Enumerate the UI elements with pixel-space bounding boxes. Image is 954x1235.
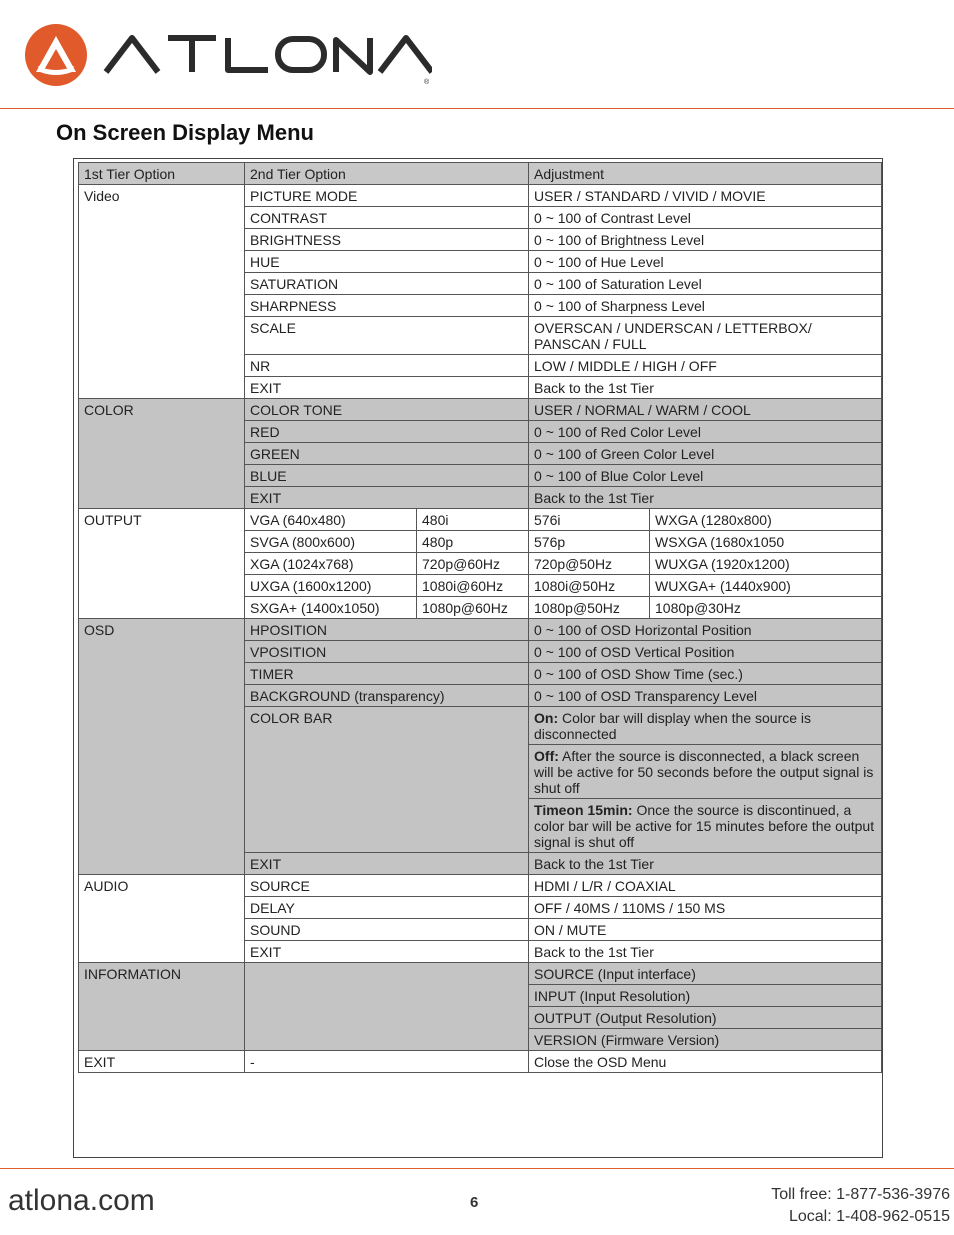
- adjustment-cell: 0 ~ 100 of Hue Level: [529, 251, 882, 273]
- tier1-osd: OSD: [79, 619, 245, 875]
- resolution-cell: 720p@50Hz: [529, 553, 650, 575]
- adjustment-cell: [529, 799, 882, 853]
- resolution-cell: 576p: [529, 531, 650, 553]
- tier1-audio: AUDIO: [79, 875, 245, 963]
- adjustment-cell: 0 ~ 100 of Sharpness Level: [529, 295, 882, 317]
- resolution-cell: UXGA (1600x1200): [245, 575, 417, 597]
- footer-contact: [771, 1184, 950, 1228]
- adjustment-cell: ON / MUTE: [529, 919, 882, 941]
- option-label: Timeon 15min:: [534, 802, 633, 818]
- header-divider: [0, 108, 954, 109]
- adjustment-cell: 0 ~ 100 of Red Color Level: [529, 421, 882, 443]
- tier2-cell: HUE: [245, 251, 529, 273]
- tier2-cell: HPOSITION: [245, 619, 529, 641]
- resolution-cell: 480p: [417, 531, 529, 553]
- tier2-cell: EXIT: [245, 487, 529, 509]
- adjustment-cell: 0 ~ 100 of OSD Show Time (sec.): [529, 663, 882, 685]
- table-row: [79, 619, 882, 641]
- adjustment-cell: VERSION (Firmware Version): [529, 1029, 882, 1051]
- table-row: [79, 875, 882, 897]
- tier2-color-bar: COLOR BAR: [245, 707, 529, 853]
- tier2-cell: SHARPNESS: [245, 295, 529, 317]
- tier1-information: INFORMATION: [79, 963, 245, 1051]
- resolution-cell: 576i: [529, 509, 650, 531]
- resolution-cell: WXGA (1280x800): [650, 509, 882, 531]
- resolution-cell: WUXGA+ (1440x900): [650, 575, 882, 597]
- tier2-cell: EXIT: [245, 377, 529, 399]
- adjustment-cell: USER / STANDARD / VIVID / MOVIE: [529, 185, 882, 207]
- resolution-cell: SVGA (800x600): [245, 531, 417, 553]
- resolution-cell: 1080p@50Hz: [529, 597, 650, 619]
- tier2-cell: EXIT: [245, 941, 529, 963]
- table-row: [79, 1051, 882, 1073]
- osd-menu-table: [78, 162, 882, 1073]
- resolution-cell: 1080i@50Hz: [529, 575, 650, 597]
- tier2-cell: EXIT: [245, 853, 529, 875]
- tier2-cell: RED: [245, 421, 529, 443]
- tier2-cell: SOURCE: [245, 875, 529, 897]
- header-cell: 1st Tier Option: [79, 163, 245, 185]
- adjustment-cell: Close the OSD Menu: [529, 1051, 882, 1073]
- table-row: [79, 963, 882, 985]
- tier2-cell: NR: [245, 355, 529, 377]
- table-row: [79, 399, 882, 421]
- adjustment-cell: 0 ~ 100 of OSD Horizontal Position: [529, 619, 882, 641]
- tier1-video: Video: [79, 185, 245, 399]
- tier1-color: COLOR: [79, 399, 245, 509]
- adjustment-cell: 0 ~ 100 of Contrast Level: [529, 207, 882, 229]
- adjustment-cell: 0 ~ 100 of Brightness Level: [529, 229, 882, 251]
- footer-site-link[interactable]: atlona.com: [8, 1184, 155, 1217]
- adjustment-cell: 0 ~ 100 of OSD Vertical Position: [529, 641, 882, 663]
- svg-text:®: ®: [424, 79, 430, 86]
- adjustment-cell: Back to the 1st Tier: [529, 853, 882, 875]
- resolution-cell: WSXGA (1680x1050: [650, 531, 882, 553]
- tier2-cell: VPOSITION: [245, 641, 529, 663]
- adjustment-cell: [529, 707, 882, 745]
- local-number: Local: 1-408-962-0515: [788, 1208, 950, 1225]
- adjustment-cell: 0 ~ 100 of Saturation Level: [529, 273, 882, 295]
- option-description: Color bar will display when the source is disconnected: [534, 710, 812, 742]
- option-description: After the source is disconnected, a black screen will be active for 50 seconds before the output signal is shut off: [534, 748, 874, 796]
- adjustment-cell: 0 ~ 100 of Green Color Level: [529, 443, 882, 465]
- resolution-cell: VGA (640x480): [245, 509, 417, 531]
- tier2-cell: TIMER: [245, 663, 529, 685]
- adjustment-cell: Back to the 1st Tier: [529, 487, 882, 509]
- tier2-empty-cell: [245, 963, 529, 1051]
- adjustment-cell: 0 ~ 100 of Blue Color Level: [529, 465, 882, 487]
- header-cell: Adjustment: [529, 163, 882, 185]
- tier2-cell: GREEN: [245, 443, 529, 465]
- table-row: [79, 509, 882, 531]
- table-header-row: [79, 163, 882, 185]
- table-row: [79, 185, 882, 207]
- tier2-cell: SCALE: [245, 317, 529, 355]
- adjustment-cell: HDMI / L/R / COAXIAL: [529, 875, 882, 897]
- tier2-cell: BRIGHTNESS: [245, 229, 529, 251]
- tier2-cell: PICTURE MODE: [245, 185, 529, 207]
- tier2-cell: -: [245, 1051, 529, 1073]
- adjustment-cell: Back to the 1st Tier: [529, 941, 882, 963]
- tier2-cell: CONTRAST: [245, 207, 529, 229]
- footer-divider: [0, 1168, 954, 1169]
- page-title: On Screen Display Menu: [56, 120, 314, 145]
- osd-table-frame: [73, 158, 883, 1158]
- adjustment-cell: SOURCE (Input interface): [529, 963, 882, 985]
- tier1-output: OUTPUT: [79, 509, 245, 619]
- resolution-cell: 1080i@60Hz: [417, 575, 529, 597]
- page-number: 6: [470, 1194, 479, 1211]
- resolution-cell: 1080p@60Hz: [417, 597, 529, 619]
- adjustment-cell: USER / NORMAL / WARM / COOL: [529, 399, 882, 421]
- adjustment-cell: [529, 745, 882, 799]
- logo-wordmark: [106, 38, 432, 72]
- resolution-cell: SXGA+ (1400x1050): [245, 597, 417, 619]
- tier2-cell: BACKGROUND (transparency): [245, 685, 529, 707]
- tier2-cell: SATURATION: [245, 273, 529, 295]
- adjustment-cell: OUTPUT (Output Resolution): [529, 1007, 882, 1029]
- toll-free-number: Toll free: 1-877-536-3976: [771, 1186, 950, 1203]
- resolution-cell: WUXGA (1920x1200): [650, 553, 882, 575]
- atlona-logo: [22, 22, 432, 88]
- resolution-cell: 1080p@30Hz: [650, 597, 882, 619]
- tier2-cell: SOUND: [245, 919, 529, 941]
- option-label: On:: [534, 710, 559, 726]
- tier2-cell: DELAY: [245, 897, 529, 919]
- adjustment-cell: LOW / MIDDLE / HIGH / OFF: [529, 355, 882, 377]
- adjustment-cell: OFF / 40MS / 110MS / 150 MS: [529, 897, 882, 919]
- option-description: Once the source is discontinued, a color bar will be active for 15 minutes before the output signal is shut off: [534, 802, 875, 850]
- logo-mark-icon: [25, 24, 87, 86]
- tier1-exit: EXIT: [79, 1051, 245, 1073]
- tier2-cell: BLUE: [245, 465, 529, 487]
- option-label: Off:: [534, 748, 559, 764]
- adjustment-cell: INPUT (Input Resolution): [529, 985, 882, 1007]
- tier2-cell: COLOR TONE: [245, 399, 529, 421]
- adjustment-cell: OVERSCAN / UNDERSCAN / LETTERBOX/ PANSCAN / FULL: [529, 317, 882, 355]
- resolution-cell: XGA (1024x768): [245, 553, 417, 575]
- resolution-cell: 720p@60Hz: [417, 553, 529, 575]
- adjustment-cell: 0 ~ 100 of OSD Transparency Level: [529, 685, 882, 707]
- header-cell: 2nd Tier Option: [245, 163, 529, 185]
- resolution-cell: 480i: [417, 509, 529, 531]
- adjustment-cell: Back to the 1st Tier: [529, 377, 882, 399]
